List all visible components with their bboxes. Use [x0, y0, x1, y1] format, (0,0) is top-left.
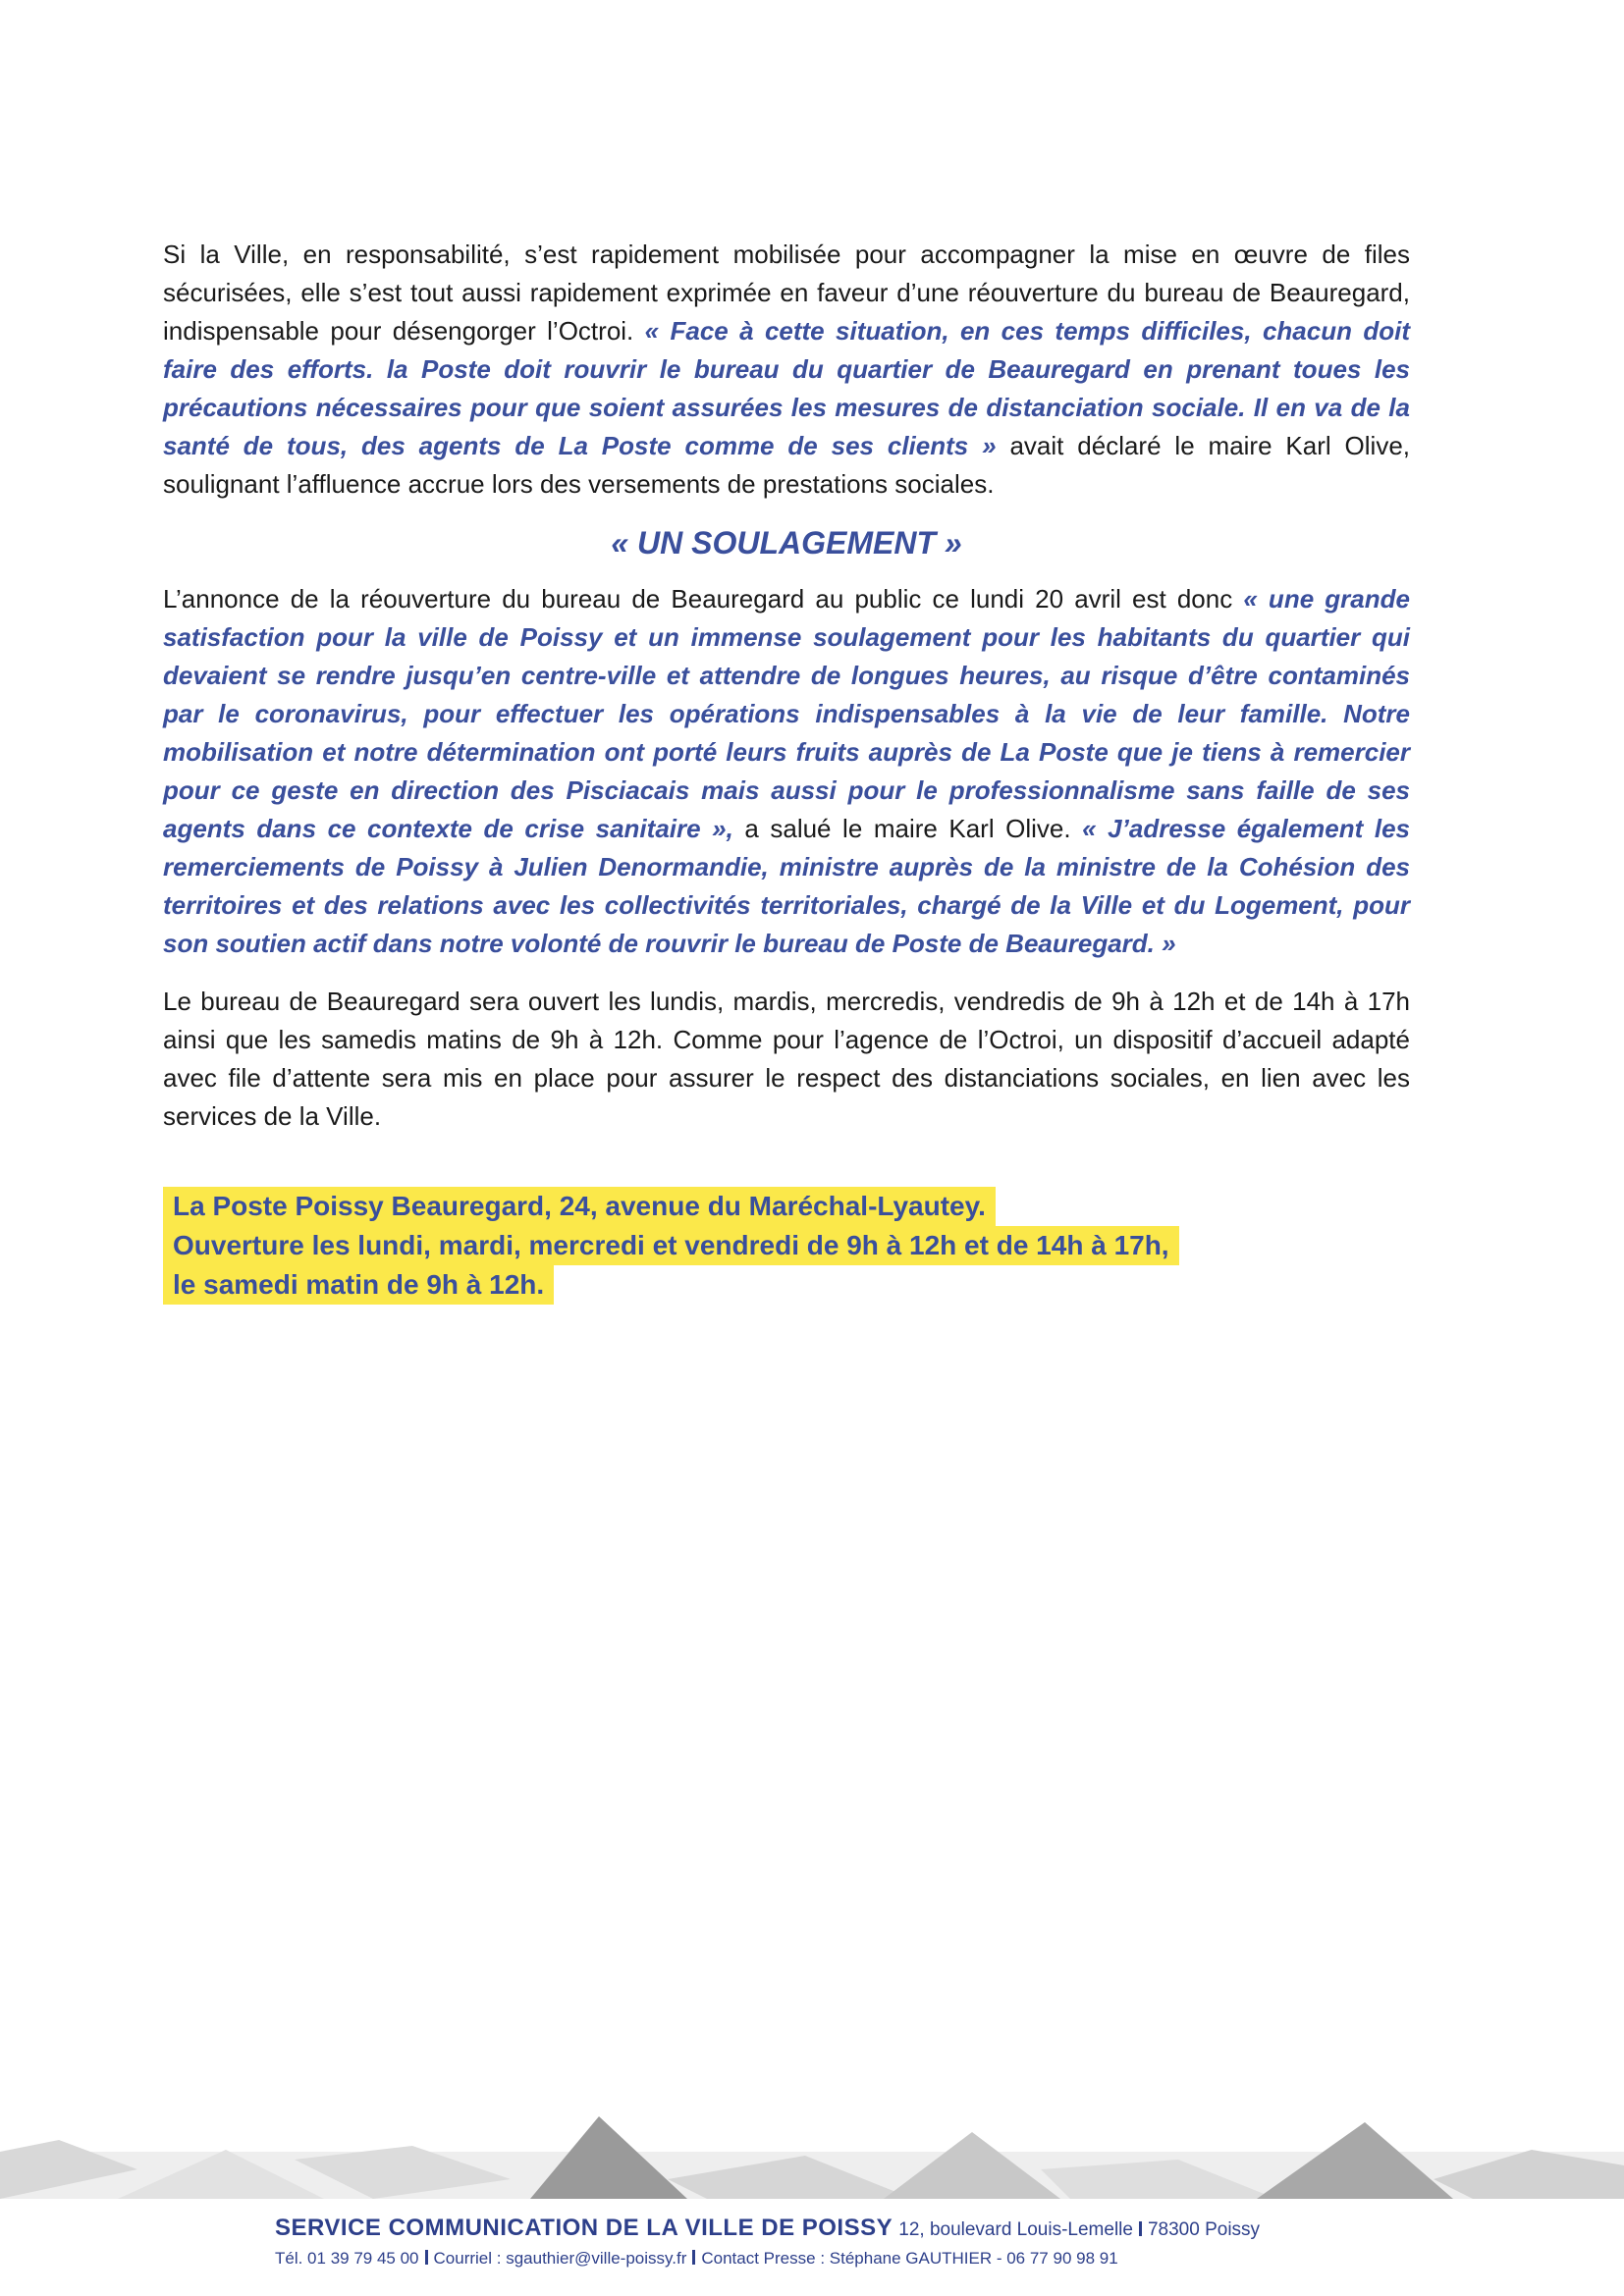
mayor-quote-satisfaction: « une grande satisfaction pour la ville de Poissy et un immense soulagement pour les habitants du quartier qui devaient se rendre jusqu’en centre-ville et attendre de longues heures, au risque d’être contaminés par le coronavirus, pour effectuer les opérations indispensables à la vie de leur famille. Notre mobilisation et notre détermination ont porté leurs fruits auprès de La Poste que je tiens à remercier pour ce geste en direction des Pisciacais mais aussi pour le professionnalisme sans faille de ses agents dans ce contexte de crise sanitaire »,	[163, 584, 1410, 843]
paragraph-announcement	[163, 580, 1410, 963]
paragraph-intro	[163, 236, 1410, 504]
highlighted-info-block	[163, 1187, 1410, 1305]
info-line-saturday: le samedi matin de 9h à 12h.	[163, 1265, 554, 1305]
separator-bar	[425, 2250, 428, 2265]
footer-street-address: 12, boulevard Louis-Lemelle	[898, 2219, 1133, 2240]
footer-phone: Tél. 01 39 79 45 00	[275, 2249, 419, 2268]
paragraph-intro-text-end: avait déclaré le maire Karl Olive, soulignant l’affluence accrue lors des versements de prestations sociales.	[163, 431, 1411, 499]
paragraph-opening-hours: Le bureau de Beauregard sera ouvert les lundis, mardis, mercredis, vendredis de 9h à 12h et de 14h à 17h ainsi que les samedis matins de 9h à 12h. Comme pour l’agence de l’Octroi, un dispositif d’accueil adapté avec file d’attente sera mis en place pour assurer le respect des distanciations sociales, en lien avec les services de la Ville.	[163, 987, 1410, 1131]
separator-bar	[1139, 2221, 1142, 2236]
separator-bar	[692, 2250, 695, 2265]
footer-service-name: SERVICE COMMUNICATION DE LA VILLE DE POISSY	[275, 2215, 893, 2241]
mayor-quote: « Face à cette situation, en ces temps difficiles, chacun doit faire des efforts. la Poste doit rouvrir le bureau du quartier de Beauregard en prenant toues les précautions nécessaires pour que soient assurées les mesures de distanciation sociale. Il en va de la santé de tous, des agents de La Poste comme de ses clients »	[163, 316, 1410, 460]
footer-email[interactable]: Courriel : sgauthier@ville-poissy.fr	[433, 2249, 687, 2268]
paragraph-intro-text: Si la Ville, en responsabilité, s’est rapidement mobilisée pour accompagner la mise en œuvre de files sécurisées, elle s’est tout aussi rapidement exprimée en faveur d’une réouverture du bureau de Beauregard, indispensable pour désengorger l’Octroi.	[163, 240, 1410, 346]
info-line-address: La Poste Poissy Beauregard, 24, avenue du Maréchal-Lyautey.	[163, 1187, 996, 1226]
info-line-hours: Ouverture les lundi, mardi, mercredi et vendredi de 9h à 12h et de 14h à 17h,	[163, 1226, 1179, 1265]
footer-city: 78300 Poissy	[1147, 2219, 1261, 2240]
paragraph-announcement-attribution: a salué le maire Karl Olive.	[732, 814, 1083, 843]
mayor-quote-thanks: « J’adresse également les remerciements de Poissy à Julien Denormandie, ministre auprès de la ministre de la Cohésion des territoires et des relations avec les collectivités territoriales, chargé de la Ville et du Logement, pour son soutien actif dans notre volonté de rouvrir le bureau de Poste de Beauregard. »	[163, 814, 1410, 958]
press-release-body	[163, 236, 1410, 1305]
footer-decorative-band	[0, 2110, 1624, 2199]
section-heading: « UN SOULAGEMENT »	[611, 525, 962, 561]
footer-contact	[275, 2214, 1375, 2272]
footer-press-contact: Contact Presse : Stéphane GAUTHIER - 06 77 90 98 91	[701, 2249, 1118, 2268]
paragraph-announcement-text: L’annonce de la réouverture du bureau de Beauregard au public ce lundi 20 avril est donc	[163, 584, 1244, 614]
